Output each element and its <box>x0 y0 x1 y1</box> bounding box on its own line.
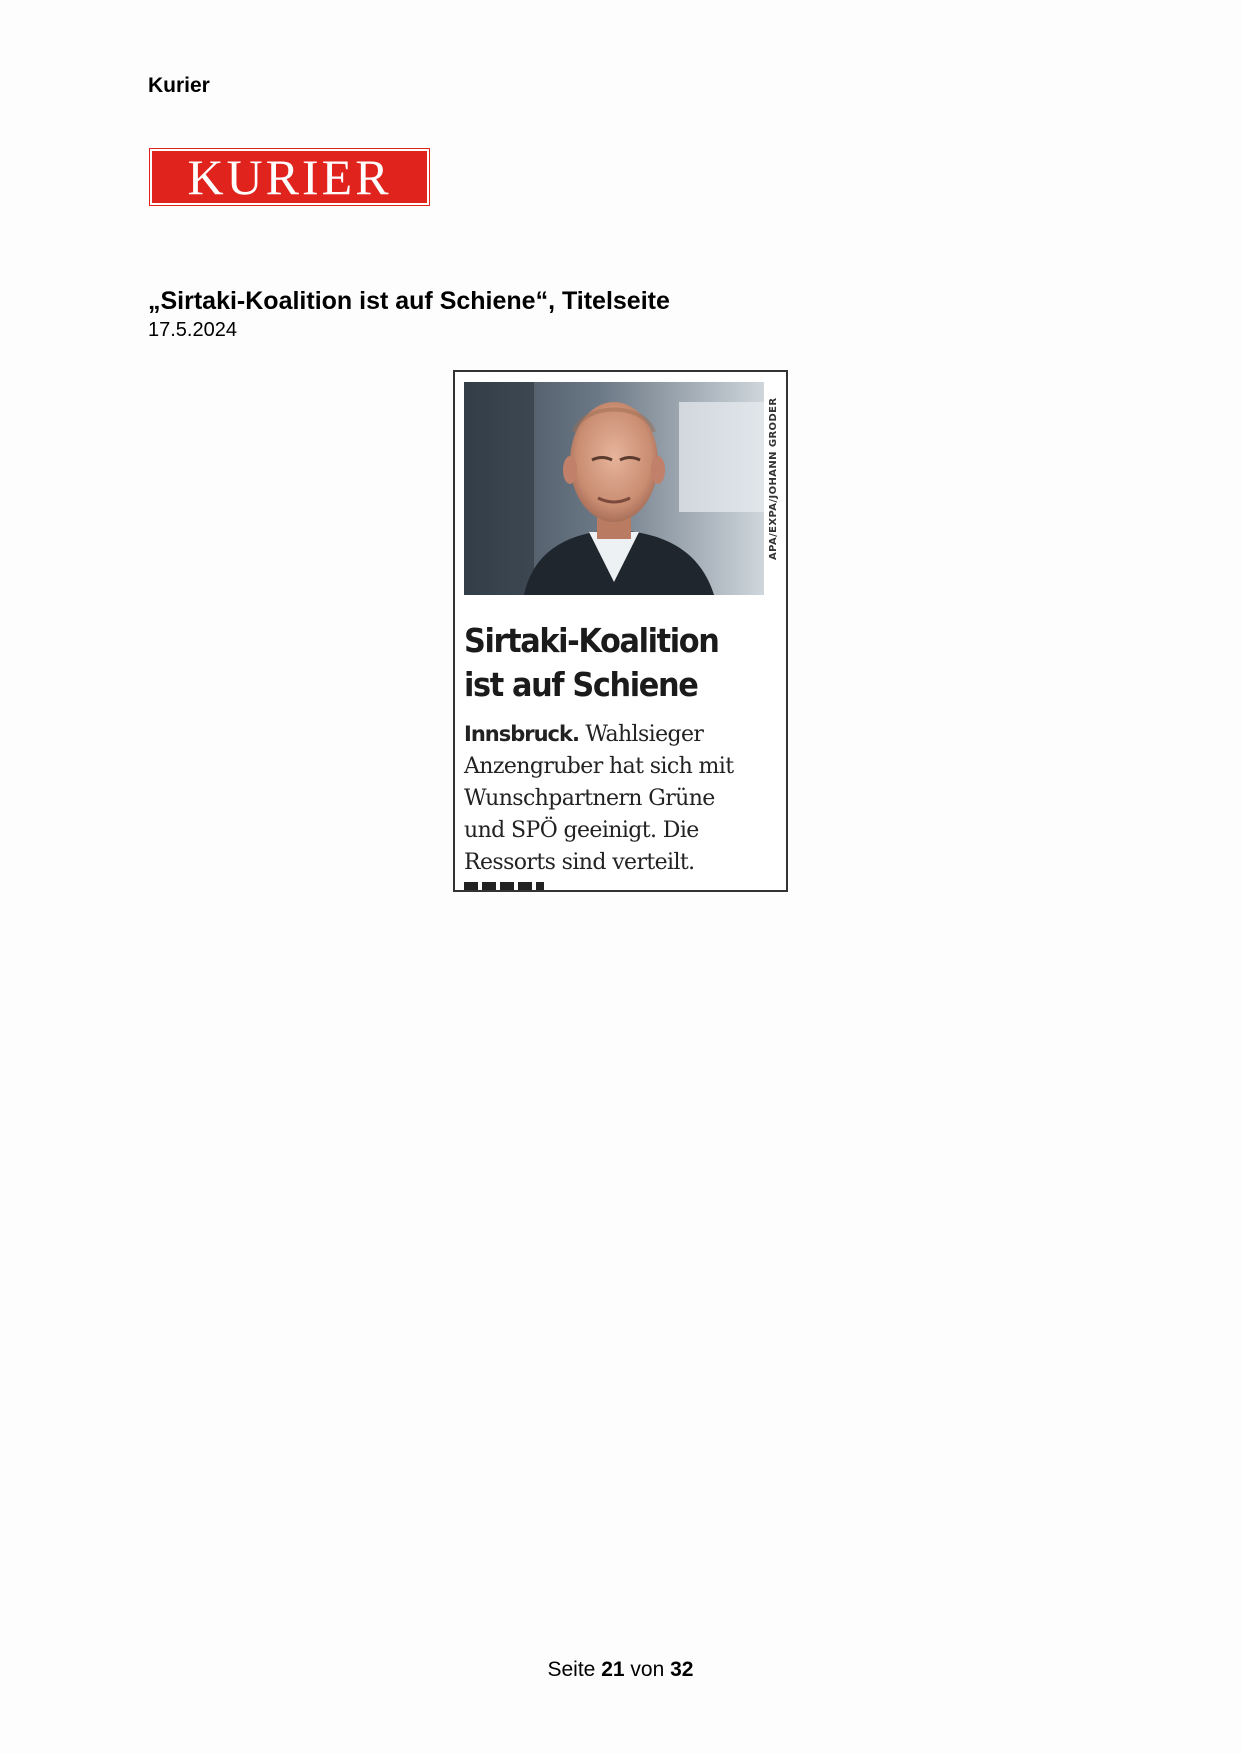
lead-place: Innsbruck. <box>464 722 579 746</box>
clipping-body <box>464 718 784 879</box>
headline-line: Sirtaki-Koalition <box>464 621 719 660</box>
page-total: 32 <box>670 1658 694 1681</box>
cut-off-page-reference <box>464 882 544 892</box>
kurier-logo: KURIER <box>150 149 429 205</box>
newspaper-clipping <box>453 370 788 892</box>
body-line: Innsbruck. Wahlsieger <box>464 722 704 747</box>
body-line: Ressorts sind verteilt. <box>464 850 695 875</box>
body-line: Anzengruber hat sich mit <box>464 754 734 779</box>
publication-name: Kurier <box>148 74 210 97</box>
headline-line: ist auf Schiene <box>464 665 698 704</box>
page-of-label: von <box>630 1658 665 1681</box>
body-line: und SPÖ geeinigt. Die <box>464 818 699 843</box>
body-line: Wunschpartnern Grüne <box>464 786 715 811</box>
page-footer <box>0 1658 1241 1682</box>
page-number: 21 <box>601 1658 625 1681</box>
page-label: Seite <box>547 1658 596 1681</box>
photo-credit: APA/EXPA/JOHANN GRODER <box>768 397 779 560</box>
portrait-photo <box>464 382 764 595</box>
clipping-headline <box>464 619 758 707</box>
article-date: 17.5.2024 <box>148 319 237 341</box>
article-title: „Sirtaki-Koalition ist auf Schiene“, Titelseite <box>148 287 670 315</box>
